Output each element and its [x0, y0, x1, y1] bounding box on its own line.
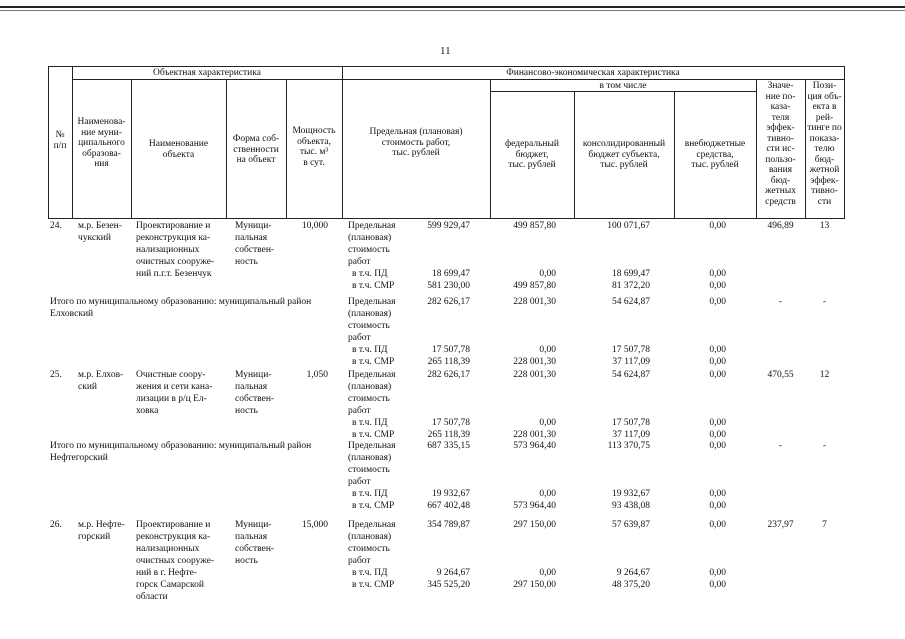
regional-budget-smr: 48 375,20 — [612, 580, 650, 590]
regional-budget-pd: 17 507,78 — [612, 345, 650, 355]
regional-budget-pd: 18 699,47 — [612, 269, 650, 279]
regional-budget-total: 100 071,67 — [607, 221, 650, 231]
regional-budget-total: 54 624,87 — [612, 370, 650, 380]
offbudget-total: 0,00 — [709, 370, 726, 380]
smr-label: в т.ч. СМР — [352, 501, 395, 511]
object-name: Проектирование и — [136, 520, 211, 530]
header-line: жетных — [764, 186, 797, 196]
federal-budget-smr: 297 150,00 — [513, 580, 556, 590]
regional-budget-smr: 37 117,09 — [612, 357, 650, 367]
header-line: в сут. — [303, 157, 325, 168]
header-line: Наименова- — [77, 117, 126, 127]
header-line: жетной — [809, 165, 840, 175]
top-rule — [0, 6, 905, 8]
table-top-border — [48, 66, 844, 67]
header-line: внебюджетные — [684, 139, 746, 149]
header-bottom-border — [48, 218, 844, 219]
header-line: тыс. рублей — [508, 160, 556, 170]
header-line: ция объ- — [807, 91, 842, 102]
header-financial-characteristics: Финансово-экономическая характеристика — [506, 68, 680, 78]
total-cost-total: 282 626,17 — [427, 370, 470, 380]
object-name: нализационных — [136, 245, 200, 255]
header-line: объекта — [162, 149, 195, 160]
object-name: жения и сети кана- — [136, 382, 213, 392]
cost-label: (плановая) — [348, 382, 392, 392]
header-col-cost — [342, 127, 490, 159]
header-line: вания — [768, 165, 793, 175]
federal-budget-total: 228 001,30 — [513, 370, 556, 380]
header-line: телю — [814, 144, 835, 154]
header-line: стоимость работ, — [381, 137, 451, 148]
efficiency-value: 470,55 — [767, 370, 794, 380]
header-line: Пози- — [812, 81, 837, 91]
regional-budget-smr: 37 117,09 — [612, 430, 650, 440]
offbudget-pd: 0,00 — [709, 345, 726, 355]
header-line: бюджет, — [515, 149, 549, 160]
total-cost-total: 282 626,17 — [427, 297, 470, 307]
cost-label: работ — [348, 556, 371, 566]
header-col-number — [48, 130, 72, 151]
ownership-form: пальная — [235, 532, 268, 542]
efficiency-value: 237,97 — [767, 520, 794, 530]
pd-label: в т.ч. ПД — [352, 568, 388, 578]
pd-label: в т.ч. ПД — [352, 489, 388, 499]
header-line: федеральный — [505, 139, 559, 149]
object-name: лизации в р/ц Ел- — [136, 394, 207, 404]
municipality-name: горский — [78, 532, 111, 542]
object-name: Очистные соору- — [136, 370, 206, 380]
subtotal-title: Итого по муниципальному образованию: муниципальный район — [50, 441, 312, 451]
header-line: образова- — [82, 148, 121, 159]
smr-label: в т.ч. СМР — [352, 430, 395, 440]
efficiency-value: 496,89 — [767, 221, 794, 231]
header-line: пользо- — [765, 154, 796, 165]
smr-label: в т.ч. СМР — [352, 357, 395, 367]
header-line: тыс. м³ — [299, 147, 329, 157]
header-line: Форма соб- — [232, 134, 280, 144]
federal-budget-pd: 0,00 — [539, 568, 556, 578]
header-col-rank — [805, 81, 844, 207]
ownership-form: Муници- — [235, 221, 272, 231]
regional-budget-smr: 93 438,08 — [612, 501, 650, 511]
ownership-form: ность — [235, 406, 258, 416]
cost-label: работ — [348, 406, 371, 416]
header-line: екта в — [812, 102, 837, 112]
capacity-value: 1,050 — [306, 370, 328, 380]
pd-label: в т.ч. ПД — [352, 418, 388, 428]
header-line: бюд- — [770, 175, 791, 186]
ownership-form: пальная — [235, 233, 268, 243]
header-group-border — [72, 79, 844, 80]
total-cost-pd: 9 264,67 — [436, 568, 470, 578]
offbudget-pd: 0,00 — [709, 418, 726, 428]
ownership-form: пальная — [235, 382, 268, 392]
rank-value: 7 — [822, 520, 827, 530]
total-cost-smr: 581 230,00 — [427, 281, 470, 291]
header-line: бюд- — [814, 154, 835, 165]
offbudget-smr: 0,00 — [709, 430, 726, 440]
federal-budget-pd: 0,00 — [539, 489, 556, 499]
header-line: консолидированный — [582, 139, 666, 149]
cost-label: Предельная — [348, 221, 396, 231]
header-line: эффек- — [810, 175, 839, 186]
object-name: области — [136, 592, 168, 602]
rank-value: 13 — [819, 221, 830, 231]
cost-label: стоимость — [348, 544, 390, 554]
object-name: очистных сооруже- — [136, 257, 215, 267]
header-line: ние по- — [765, 91, 796, 102]
header-line: тыс. рублей — [392, 148, 440, 158]
object-name: реконструкция ка- — [136, 532, 211, 542]
offbudget-total: 0,00 — [709, 297, 726, 307]
ownership-form: собствен- — [235, 245, 275, 255]
cost-label: стоимость — [348, 245, 390, 255]
header-line: тинге по — [807, 123, 842, 133]
smr-label: в т.ч. СМР — [352, 580, 395, 590]
cost-label: работ — [348, 477, 371, 487]
cost-label: Предельная — [348, 520, 396, 530]
federal-budget-smr: 573 964,40 — [513, 501, 556, 511]
object-name: Проектирование и — [136, 221, 211, 231]
offbudget-smr: 0,00 — [709, 580, 726, 590]
header-line: Предельная (плановая) — [369, 127, 463, 137]
capacity-value: 15,000 — [301, 520, 328, 530]
total-cost-pd: 17 507,78 — [432, 418, 470, 428]
offbudget-smr: 0,00 — [709, 501, 726, 511]
header-line: сти ис- — [766, 144, 795, 154]
regional-budget-pd: 9 264,67 — [616, 568, 650, 578]
col-line — [844, 66, 845, 219]
total-cost-pd: 19 932,67 — [432, 489, 470, 499]
federal-budget-total: 228 001,30 — [513, 297, 556, 307]
header-line: № — [55, 130, 65, 140]
efficiency-value: - — [778, 297, 783, 307]
federal-budget-total: 499 857,80 — [513, 221, 556, 231]
cost-label: стоимость — [348, 321, 390, 331]
offbudget-total: 0,00 — [709, 520, 726, 530]
total-cost-total: 687 335,15 — [427, 441, 470, 451]
cost-label: (плановая) — [348, 453, 392, 463]
pd-label: в т.ч. ПД — [352, 345, 388, 355]
header-line: рей- — [815, 112, 834, 123]
header-line: на объект — [236, 155, 276, 165]
municipality-name: м.р. Елхов- — [78, 370, 124, 380]
offbudget-smr: 0,00 — [709, 357, 726, 367]
total-cost-smr: 265 118,39 — [427, 357, 470, 367]
ownership-form: ность — [235, 556, 258, 566]
ownership-form: собствен- — [235, 544, 275, 554]
offbudget-pd: 0,00 — [709, 269, 726, 279]
header-line: бюджет субъекта, — [588, 149, 660, 160]
subtotal-title: Нефтегорский — [50, 453, 108, 463]
object-name: ховка — [136, 406, 159, 416]
municipality-name: м.р. Безен- — [78, 221, 122, 231]
header-line: п/п — [53, 140, 67, 151]
municipality-name: м.р. Нефте- — [78, 520, 125, 530]
header-line: Мощность — [292, 126, 336, 136]
header-line: каза- — [770, 102, 791, 112]
federal-budget-smr: 228 001,30 — [513, 430, 556, 440]
rank-value: - — [822, 441, 827, 451]
regional-budget-smr: 81 372,20 — [612, 281, 650, 291]
header-line: ние муни- — [81, 127, 122, 138]
object-name: очистных сооруже- — [136, 556, 215, 566]
efficiency-value: - — [778, 441, 783, 451]
cost-label: стоимость — [348, 394, 390, 404]
header-line: ципального — [78, 138, 125, 148]
header-line: ния — [94, 159, 109, 169]
cost-label: Предельная — [348, 370, 396, 380]
federal-budget-total: 297 150,00 — [513, 520, 556, 530]
federal-budget-total: 573 964,40 — [513, 441, 556, 451]
header-col-ownership — [226, 134, 286, 166]
cost-label: Предельная — [348, 297, 396, 307]
rank-value: - — [822, 297, 827, 307]
regional-budget-total: 113 370,75 — [607, 441, 650, 451]
ownership-form: Муници- — [235, 370, 272, 380]
row-number: 26. — [50, 520, 62, 530]
header-line: показа- — [809, 133, 840, 144]
header-line: тивно- — [767, 133, 794, 144]
header-col-federal — [490, 139, 574, 171]
header-line: средств — [765, 196, 796, 207]
cost-label: (плановая) — [348, 532, 392, 542]
federal-budget-smr: 499 857,80 — [513, 281, 556, 291]
ownership-form: Муници- — [235, 520, 272, 530]
cost-label: Предельная — [348, 441, 396, 451]
header-line: тыс. рублей — [600, 160, 648, 170]
offbudget-total: 0,00 — [709, 441, 726, 451]
offbudget-total: 0,00 — [709, 221, 726, 231]
subtotal-title: Итого по муниципальному образованию: муниципальный район — [50, 297, 312, 307]
object-name: ний п.г.т. Безенчук — [136, 269, 212, 279]
object-name: горск Самарской — [136, 580, 205, 590]
cost-label: работ — [348, 257, 371, 267]
header-col-object — [131, 139, 226, 160]
ownership-form: ность — [235, 257, 258, 267]
total-cost-total: 354 789,87 — [427, 520, 470, 530]
capacity-value: 10,000 — [301, 221, 328, 231]
federal-budget-smr: 228 001,30 — [513, 357, 556, 367]
rank-value: 12 — [819, 370, 830, 380]
header-line: тивно- — [811, 186, 838, 196]
header-line: сти — [817, 196, 832, 207]
total-cost-pd: 18 699,47 — [432, 269, 470, 279]
offbudget-pd: 0,00 — [709, 568, 726, 578]
cost-label: (плановая) — [348, 233, 392, 243]
pd-label: в т.ч. ПД — [352, 269, 388, 279]
regional-budget-pd: 17 507,78 — [612, 418, 650, 428]
total-cost-smr: 667 402,48 — [427, 501, 470, 511]
header-line: Значе- — [767, 81, 794, 91]
municipality-name: ский — [78, 382, 97, 392]
header-object-characteristics: Объектная характеристика — [153, 68, 261, 78]
municipality-name: чукский — [78, 233, 111, 243]
header-line: тыс. рублей — [691, 160, 739, 170]
offbudget-smr: 0,00 — [709, 281, 726, 291]
header-line: ственности — [233, 144, 279, 155]
header-line: средства, — [696, 149, 734, 160]
total-cost-smr: 345 525,20 — [427, 580, 470, 590]
total-cost-smr: 265 118,39 — [427, 430, 470, 440]
row-number: 24. — [50, 221, 62, 231]
header-col-regional — [574, 139, 674, 171]
object-name: нализационных — [136, 544, 200, 554]
page-number: 11 — [440, 45, 451, 57]
object-name: ний в г. Нефте- — [136, 568, 197, 578]
federal-budget-pd: 0,00 — [539, 269, 556, 279]
header-line: объекта, — [297, 136, 331, 147]
federal-budget-pd: 0,00 — [539, 418, 556, 428]
federal-budget-pd: 0,00 — [539, 345, 556, 355]
total-cost-pd: 17 507,78 — [432, 345, 470, 355]
object-name: реконструкция ка- — [136, 233, 211, 243]
regional-budget-pd: 19 932,67 — [612, 489, 650, 499]
header-line: теля — [771, 112, 790, 123]
header-col-efficiency — [756, 81, 805, 207]
regional-budget-total: 57 639,87 — [612, 520, 650, 530]
header-col-offbudget — [674, 139, 756, 171]
cost-label: работ — [348, 333, 371, 343]
header-line: эффек- — [766, 123, 795, 133]
regional-budget-total: 54 624,87 — [612, 297, 650, 307]
ownership-form: собствен- — [235, 394, 275, 404]
cost-label: (плановая) — [348, 309, 392, 319]
header-col-capacity — [286, 126, 342, 168]
offbudget-pd: 0,00 — [709, 489, 726, 499]
header-col-municipality — [72, 117, 131, 170]
cost-label: стоимость — [348, 465, 390, 475]
total-cost-total: 599 929,47 — [427, 221, 470, 231]
smr-label: в т.ч. СМР — [352, 281, 395, 291]
row-number: 25. — [50, 370, 62, 380]
header-including: в том числе — [599, 81, 647, 91]
top-rule-thin — [0, 10, 905, 11]
subtotal-title: Елховский — [50, 309, 94, 319]
header-line: Наименование — [148, 139, 209, 149]
